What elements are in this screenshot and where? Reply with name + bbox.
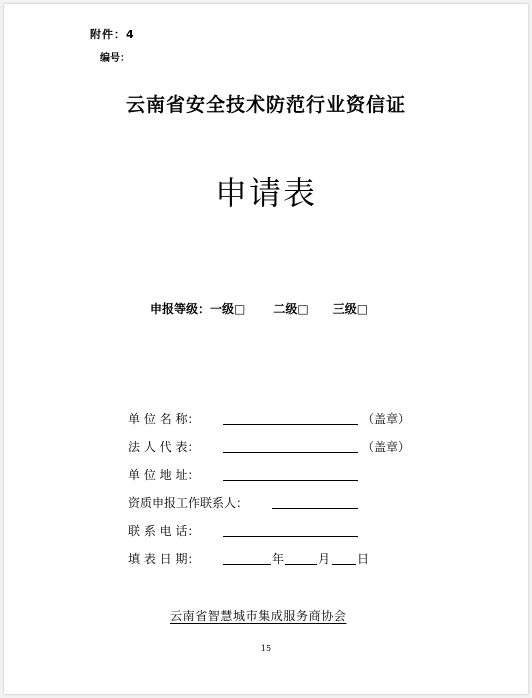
document-subtitle: 申请表 xyxy=(214,174,317,212)
level-option-2[interactable]: 二级□ xyxy=(273,302,309,316)
unit-address-input-line[interactable] xyxy=(223,466,358,481)
seal-note: （盖章） xyxy=(362,412,411,426)
application-level xyxy=(150,300,368,317)
year-unit: 年 xyxy=(272,552,285,566)
page-number: 15 xyxy=(260,644,272,653)
contact-person-input-line[interactable] xyxy=(272,494,358,509)
unit-name-input-line[interactable] xyxy=(223,410,358,425)
serial-number-label: 编号： xyxy=(100,53,130,64)
month-input-line[interactable] xyxy=(285,550,317,565)
level-option-3[interactable]: 三级□ xyxy=(332,302,369,316)
field-label: 单 位 名 称： xyxy=(128,412,200,426)
field-label: 联 系 电 话： xyxy=(128,524,200,538)
year-input-line[interactable] xyxy=(223,550,271,565)
day-input-line[interactable] xyxy=(332,550,356,565)
contact-phone-input-line[interactable] xyxy=(223,522,358,537)
month-unit: 月 xyxy=(318,552,331,566)
document-page xyxy=(4,4,528,694)
issuing-organization: 云南省智慧城市集成服务商协会 xyxy=(170,609,347,623)
field-label: 单 位 地 址： xyxy=(128,468,200,482)
seal-note: （盖章） xyxy=(362,440,411,454)
legal-representative-input-line[interactable] xyxy=(223,438,358,453)
attachment-number: 附件：4 xyxy=(90,28,135,41)
document-title: 云南省安全技术防范行业资信证 xyxy=(125,94,406,116)
field-label: 资质申报工作联系人： xyxy=(128,496,249,510)
field-label: 法 人 代 表： xyxy=(128,440,200,454)
level-option-1[interactable]: 一级□ xyxy=(210,302,246,316)
level-label: 申报等级： xyxy=(150,302,211,316)
day-unit: 日 xyxy=(357,552,370,566)
field-label: 填 表 日 期： xyxy=(128,552,200,566)
